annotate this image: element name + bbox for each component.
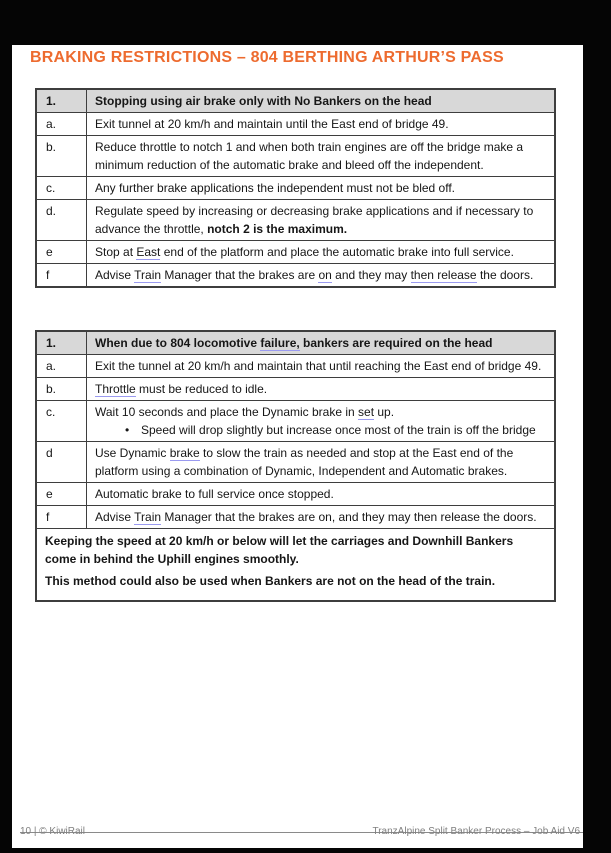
- table-row: [36, 136, 555, 177]
- text-line: [95, 115, 548, 133]
- table-row: [36, 200, 555, 241]
- header-title-cell: [87, 89, 556, 113]
- text-segment: When due to 804 locomotive: [95, 336, 261, 350]
- table-body: [36, 331, 555, 601]
- bullet-line: [95, 421, 548, 439]
- text-segment: Reduce throttle to notch 1 and when both train engines are off the bridge make a minimum reduction of the automatic brake and bleed off the independent.: [95, 140, 524, 172]
- underlined-text-segment: East: [136, 245, 161, 259]
- text-line: [95, 508, 548, 526]
- text-line: [95, 357, 548, 375]
- row-text-cell: [87, 241, 556, 264]
- row-text-cell: [87, 355, 556, 378]
- table-row: [36, 113, 555, 136]
- text-segment: bankers are required on the head: [299, 336, 493, 350]
- text-segment: Wait 10 seconds and place the Dynamic brake in: [95, 405, 359, 419]
- text-segment: up.: [374, 405, 395, 419]
- row-text-cell: [87, 483, 556, 506]
- row-letter-cell: b.: [36, 378, 87, 401]
- table-note-row: [36, 529, 555, 602]
- text-line: [95, 444, 548, 480]
- text-segment: Stopping using air brake only with No Bankers on the head: [95, 94, 432, 108]
- row-text-cell: [87, 264, 556, 288]
- underlined-text-segment: Train: [134, 268, 162, 282]
- text-line: [95, 403, 548, 421]
- text-segment: Keeping the speed at 20 km/h or below will let the carriages and Downhill Bankers come in behind the Uphill engines smoothly.: [45, 534, 514, 566]
- note-paragraph: [45, 572, 546, 590]
- text-segment: end of the platform and place the automatic brake into full service.: [160, 245, 514, 259]
- document-page: [12, 45, 583, 848]
- row-letter-cell: d: [36, 442, 87, 483]
- header-title-cell: [87, 331, 556, 355]
- text-line: [95, 485, 548, 503]
- text-segment: notch 2 is the maximum.: [207, 222, 348, 236]
- table-row: [36, 264, 555, 288]
- bullet-icon: •: [125, 423, 130, 437]
- table-header-row: [36, 89, 555, 113]
- braking-table-bankers-required: [35, 330, 556, 602]
- text-segment: Manager that the brakes are on, and they may then release the doors.: [161, 510, 537, 524]
- text-segment: the doors.: [476, 268, 534, 282]
- row-letter-cell: a.: [36, 355, 87, 378]
- underlined-text-segment: then release: [410, 268, 477, 282]
- underlined-text-segment: Train: [134, 510, 162, 524]
- row-text-cell: [87, 177, 556, 200]
- table-row: [36, 483, 555, 506]
- row-text-cell: [87, 378, 556, 401]
- note-paragraph: [45, 532, 546, 568]
- text-segment: Advise: [95, 268, 135, 282]
- underlined-text-segment: failure,: [260, 336, 300, 350]
- table-row: [36, 401, 555, 442]
- text-segment: This method could also be used when Bankers are not on the head of the train.: [45, 574, 496, 588]
- text-line: [95, 138, 548, 174]
- row-letter-cell: f: [36, 506, 87, 529]
- row-letter-cell: c.: [36, 401, 87, 442]
- text-segment: Manager that the brakes are: [161, 268, 319, 282]
- row-text-cell: [87, 506, 556, 529]
- text-segment: Automatic brake to full service once stopped.: [95, 487, 334, 501]
- row-letter-cell: e: [36, 241, 87, 264]
- header-number-cell: 1.: [36, 331, 87, 355]
- row-letter-cell: d.: [36, 200, 87, 241]
- row-text-cell: [87, 113, 556, 136]
- text-segment: and they may: [331, 268, 411, 282]
- note-cell: [36, 529, 555, 602]
- text-segment: Stop at: [95, 245, 137, 259]
- text-line: [95, 243, 548, 261]
- row-text-cell: [87, 401, 556, 442]
- underlined-text-segment: set: [358, 405, 375, 419]
- text-segment: must be reduced to idle.: [135, 382, 268, 396]
- text-line: [95, 179, 548, 197]
- underlined-text-segment: brake: [169, 446, 200, 460]
- braking-table-no-bankers: [35, 88, 556, 288]
- text-segment: Use Dynamic: [95, 446, 170, 460]
- table-row: [36, 378, 555, 401]
- text-segment: Exit the tunnel at 20 km/h and maintain that until reaching the East end of bridge 49.: [95, 359, 542, 373]
- table-row: [36, 177, 555, 200]
- table-row: [36, 442, 555, 483]
- footer-document-name: TranzAlpine Split Banker Process – Job Aid V6: [372, 826, 580, 837]
- page-footer: [20, 826, 580, 838]
- text-line: [95, 266, 548, 284]
- table-row: [36, 355, 555, 378]
- text-segment: to slow the train as needed and stop at the East end of the platform using a combination of Dynamic, Independent and Automatic brakes.: [95, 446, 514, 478]
- table-row: [36, 241, 555, 264]
- row-text-cell: [87, 200, 556, 241]
- text-line: [95, 380, 548, 398]
- row-letter-cell: b.: [36, 136, 87, 177]
- page-title: BRAKING RESTRICTIONS – 804 BERTHING ARTHUR’S PASS: [30, 49, 504, 66]
- row-letter-cell: e: [36, 483, 87, 506]
- row-text-cell: [87, 442, 556, 483]
- text-segment: Regulate speed by increasing or decreasing brake applications and if necessary to advance the throttle,: [95, 204, 534, 236]
- text-segment: Advise: [95, 510, 135, 524]
- text-line: [95, 202, 548, 238]
- row-letter-cell: c.: [36, 177, 87, 200]
- row-letter-cell: a.: [36, 113, 87, 136]
- text-segment: Speed will drop slightly but increase once most of the train is off the bridge: [141, 423, 536, 437]
- underlined-text-segment: Throttle: [95, 382, 136, 396]
- row-text-cell: [87, 136, 556, 177]
- row-letter-cell: f: [36, 264, 87, 288]
- footer-page-number: 10 | © KiwiRail: [20, 826, 85, 837]
- text-segment: Any further brake applications the independent must not be bled off.: [95, 181, 456, 195]
- table-row: [36, 506, 555, 529]
- table-body: [36, 89, 555, 287]
- table-header-row: [36, 331, 555, 355]
- underlined-text-segment: on: [318, 268, 332, 282]
- header-number-cell: 1.: [36, 89, 87, 113]
- text-segment: Exit tunnel at 20 km/h and maintain until the East end of bridge 49.: [95, 117, 449, 131]
